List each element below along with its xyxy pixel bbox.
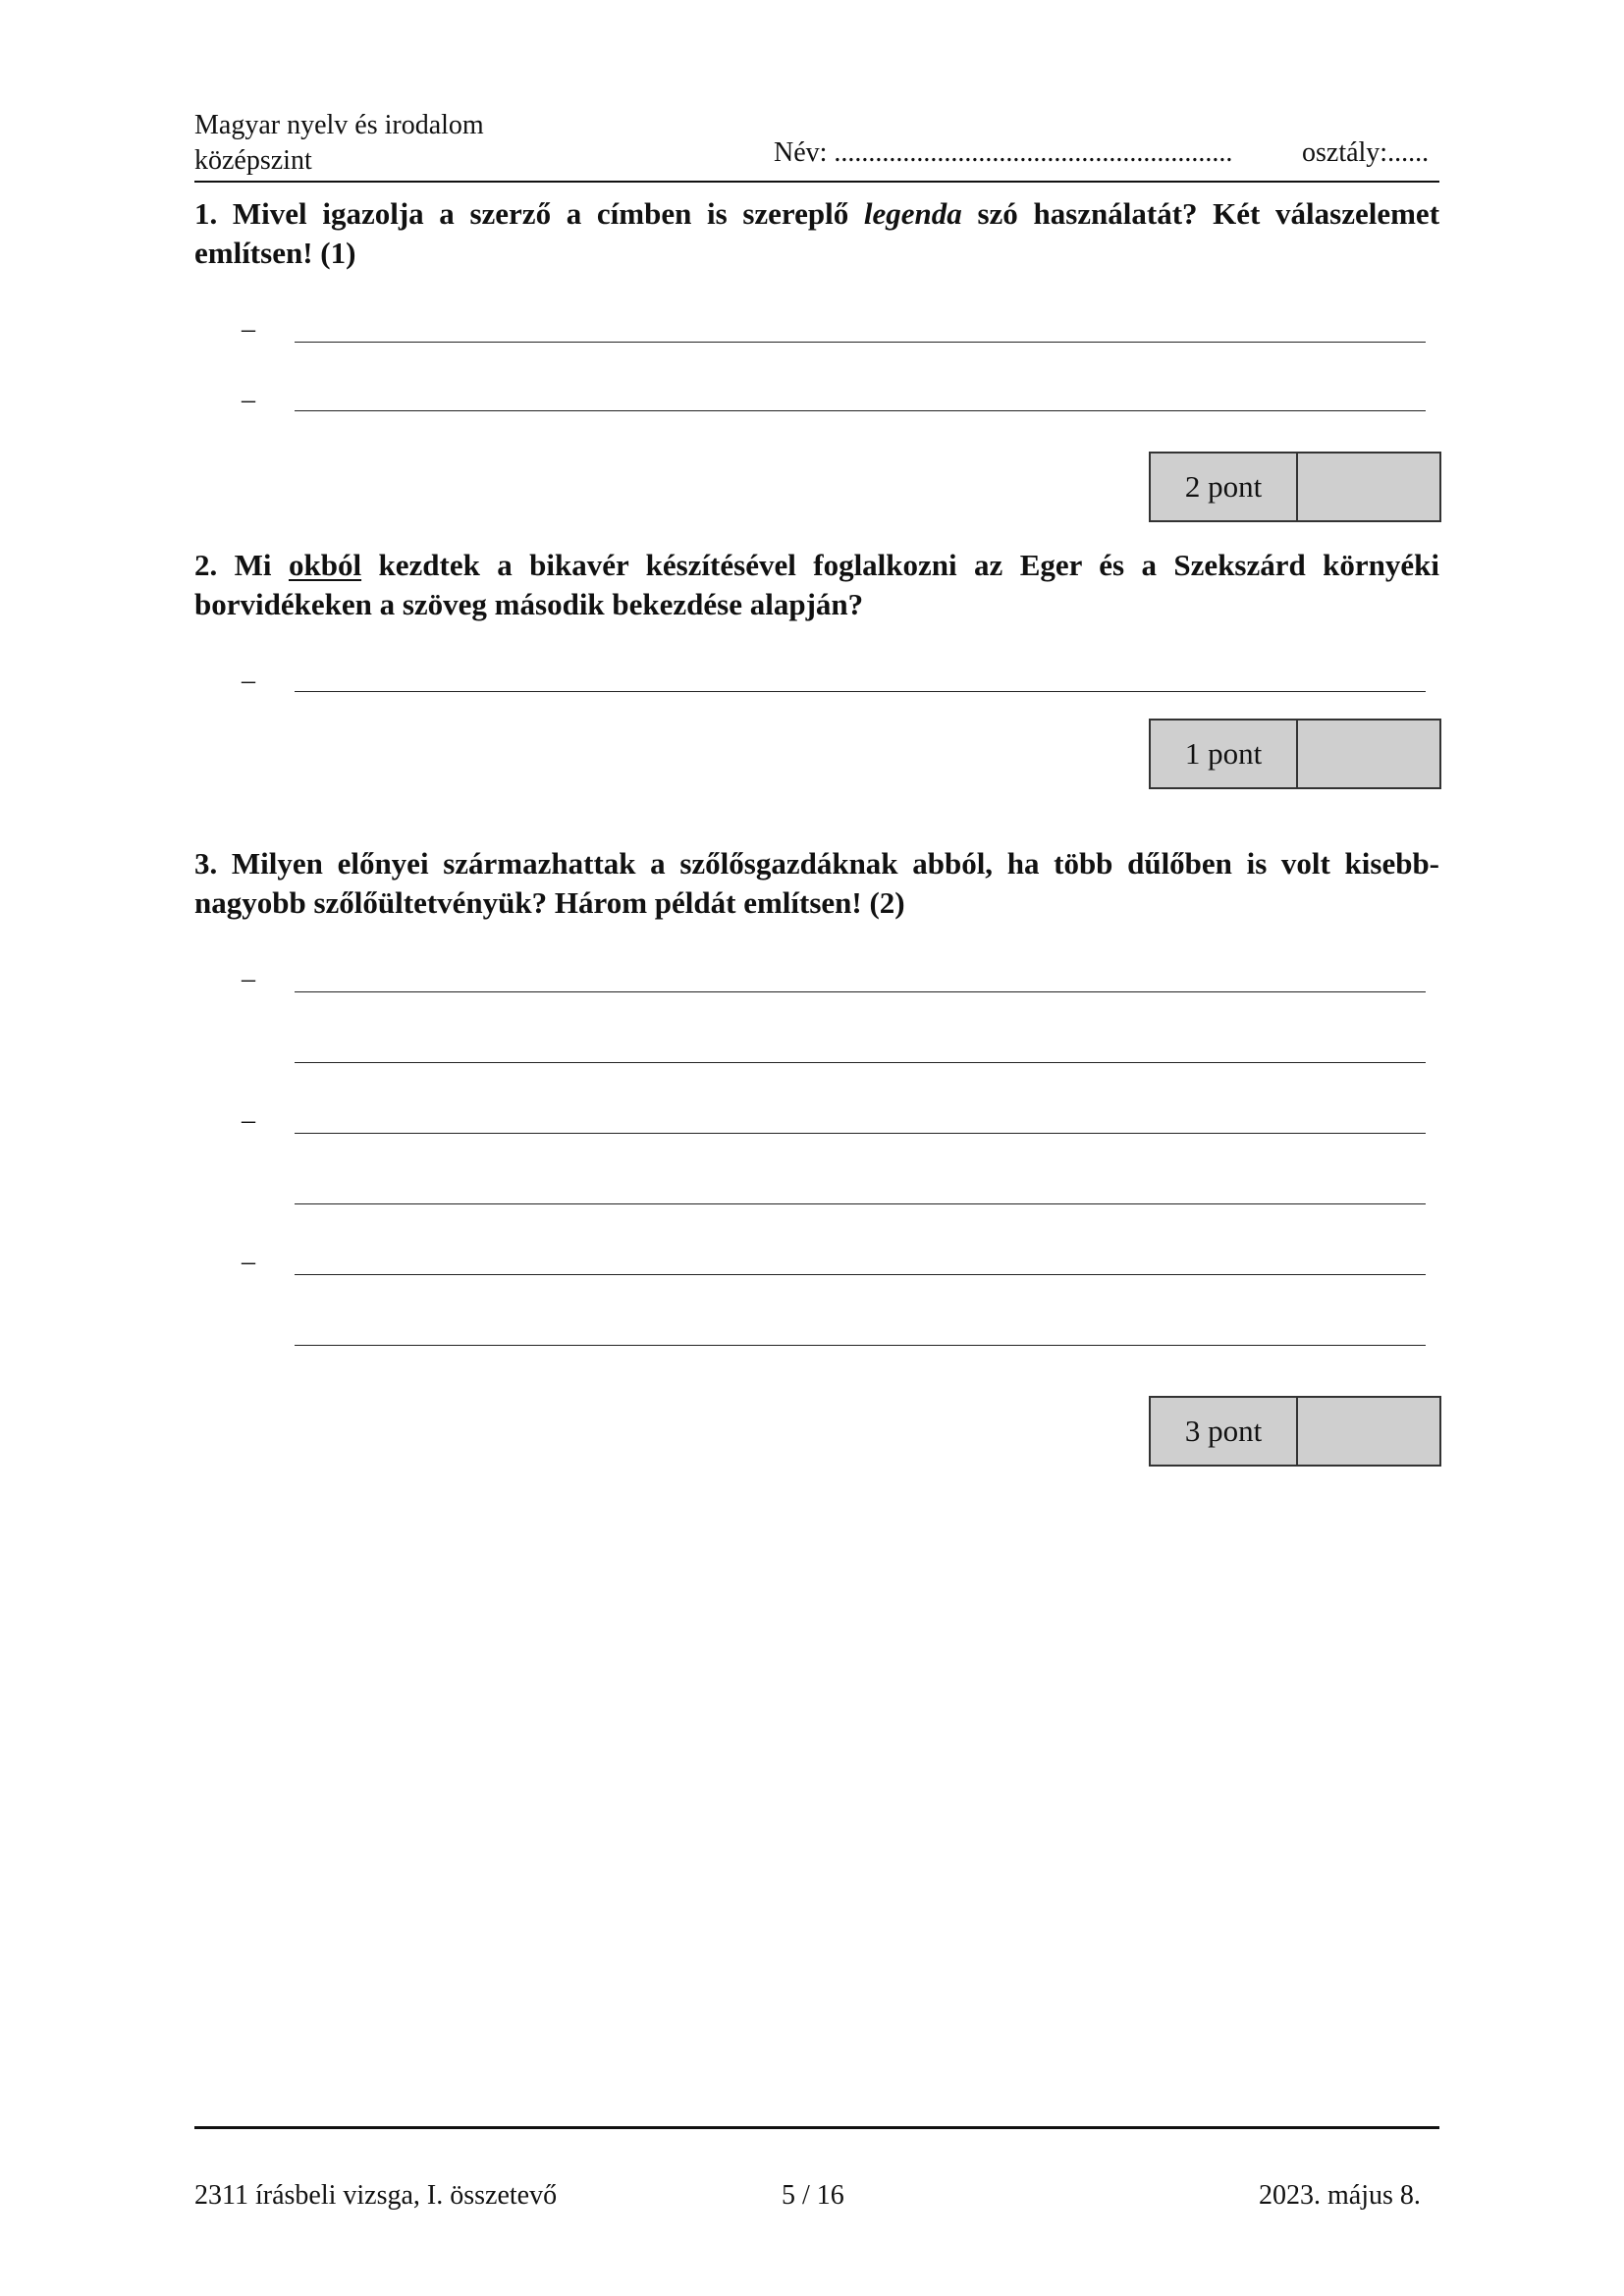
points-label: 1 pont [1151,721,1298,787]
question-text: szó használatát? Két válaszelemet említsen! (1) [194,196,1440,270]
score-entry-cell[interactable] [1298,721,1439,787]
points-label: 2 pont [1151,454,1298,520]
answer-dash: – [242,1247,255,1277]
header-name-field: Név: .......................................................... [774,137,1233,168]
answer-dash: – [242,385,255,415]
answer-dash: – [242,666,255,696]
question-number: 3. [194,846,218,881]
question-underlined-word: okból [288,548,362,582]
question-italic-word: legenda [863,196,962,231]
question-3 [194,844,1439,923]
header-class-field: osztály:...... [1302,137,1430,168]
question-text: kezdtek a bikavér készítésével foglalkozni az Eger és a Szekszárd környéki borvidékeken a szöveg második bekezdése alapján? [194,548,1440,621]
points-label: 3 pont [1151,1398,1298,1465]
answer-line[interactable] [295,342,1426,343]
score-box [1149,719,1441,789]
footer-page-number: 5 / 16 [782,2180,844,2211]
answer-dash: – [242,964,255,994]
score-entry-cell[interactable] [1298,1398,1439,1465]
answer-line[interactable] [295,691,1426,692]
answer-line[interactable] [295,410,1426,411]
answer-line[interactable] [295,1274,1426,1275]
question-number: 2. [194,548,218,582]
header-rule [194,181,1439,183]
question-text: Mivel igazolja a szerző a címben is szereplő [232,196,849,231]
answer-dash: – [242,1105,255,1136]
question-1 [194,194,1439,273]
question-text: Milyen előnyei származhattak a szőlősgazdáknak abból, ha több dűlőben is volt kisebb-nagyobb szőlőültetvényük? Három példát említsen! (2) [194,846,1440,920]
answer-line[interactable] [295,1062,1426,1063]
header-subject: Magyar nyelv és irodalom [194,110,484,140]
answer-dash: – [242,314,255,345]
footer-date: 2023. május 8. [1259,2180,1421,2211]
score-box [1149,452,1441,522]
question-text: Mi [234,548,272,582]
footer-rule [194,2126,1439,2129]
question-2 [194,546,1439,624]
answer-line[interactable] [295,991,1426,992]
answer-line[interactable] [295,1133,1426,1134]
score-box [1149,1396,1441,1467]
question-number: 1. [194,196,218,231]
footer-exam: 2311 írásbeli vizsga, I. összetevő [194,2180,558,2211]
answer-line[interactable] [295,1203,1426,1204]
answer-line[interactable] [295,1345,1426,1346]
score-entry-cell[interactable] [1298,454,1439,520]
header-level: középszint [194,145,312,176]
